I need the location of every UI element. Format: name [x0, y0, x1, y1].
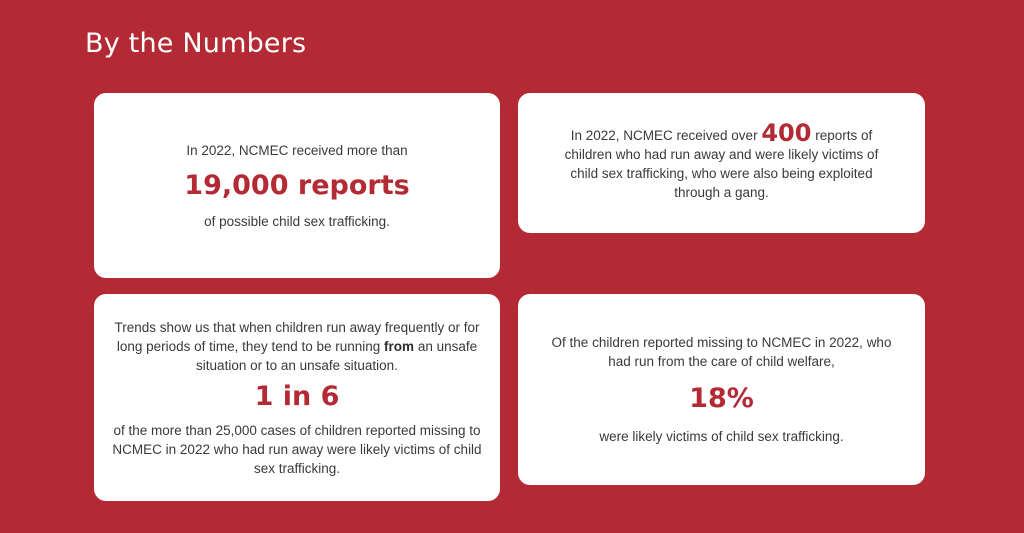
stat-card-figure: 19,000 reports	[184, 169, 410, 201]
stat-card-outro: of the more than 25,000 cases of children reported missing to NCMEC in 2022 who had run away were likely victims of child sex trafficking.	[112, 422, 482, 476]
page-title: By the Numbers	[85, 28, 307, 59]
stat-card-post: reports of children who had run away and were likely victims of child sex trafficking, who were also being exploited through a gang.	[564, 128, 879, 200]
stat-card-intro-emphasis: from	[384, 338, 415, 354]
stat-card-intro	[107, 318, 487, 375]
stat-card-outro: were likely victims of child sex trafficking.	[599, 429, 844, 444]
stat-card-400-reports	[518, 93, 925, 233]
stat-card-1-in-6	[94, 294, 500, 501]
stat-card-18-percent	[518, 294, 925, 485]
stat-card-text	[557, 119, 887, 202]
stat-card-intro: In 2022, NCMEC received more than	[186, 142, 408, 158]
stat-card-19000-reports	[94, 93, 500, 278]
stat-card-intro-post: an unsafe situation or to an unsafe situation.	[196, 338, 478, 373]
stat-card-outro: of possible child sex trafficking.	[204, 213, 390, 229]
stat-card-intro-pre: Trends show us that when children run away frequently or for long periods of time, they tend to be running	[114, 319, 480, 354]
stat-card-figure: 18%	[689, 383, 754, 414]
stat-card-figure: 1 in 6	[254, 380, 340, 412]
stat-card-intro: Of the children reported missing to NCMEC in 2022, who had run from the care of child welfare,	[551, 335, 892, 369]
stat-card-figure: 400	[761, 119, 812, 147]
stat-card-pre: In 2022, NCMEC received over	[570, 128, 758, 143]
